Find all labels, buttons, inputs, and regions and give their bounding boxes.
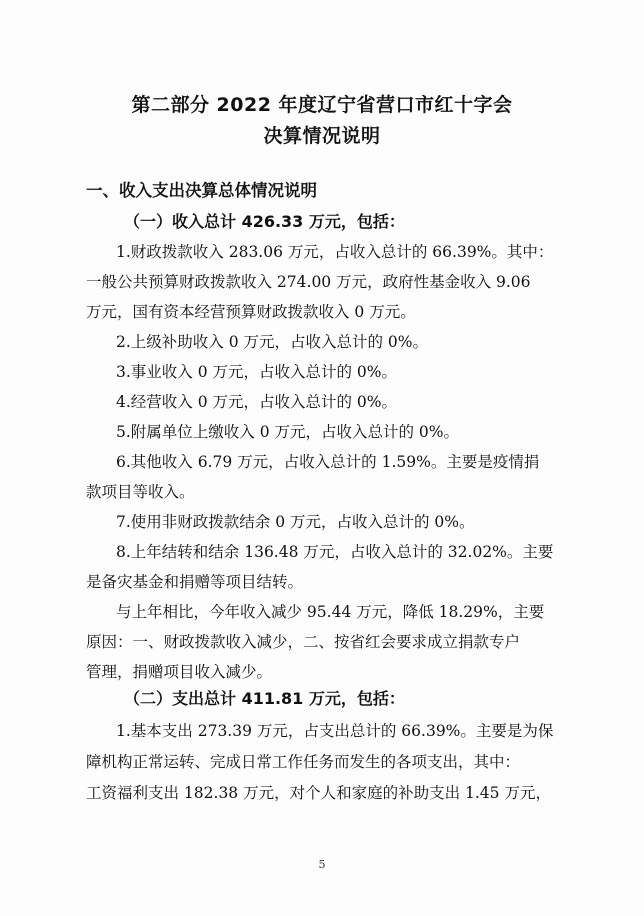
income-item-8-line-1: 8.上年结转和结余 136.48 万元，占收入总计的 32.02%。主要 — [116, 543, 554, 561]
expense-item-1-line-2: 障机构正常运转、完成日常工作任务而发生的各项支出，其中： — [86, 753, 521, 771]
income-item-5: 5.附属单位上缴收入 0 万元，占收入总计的 0%。 — [116, 423, 460, 441]
page-number: 5 — [318, 858, 326, 871]
expense-heading: （二）支出总计 411.81 万元，包括： — [124, 689, 405, 708]
income-item-1-line-3: 万元，国有资本经营预算财政拨款收入 0 万元。 — [86, 303, 416, 321]
income-item-3: 3.事业收入 0 万元，占收入总计的 0%。 — [116, 363, 398, 381]
income-item-8-line-2: 是备灾基金和捐赠等项目结转。 — [86, 573, 304, 591]
income-comparison-line-1: 与上年相比，今年收入减少 95.44 万元，降低 18.29%，主要 — [116, 603, 545, 621]
page-title-line1: 第二部分 2022 年度辽宁省营口市红十字会 — [131, 94, 513, 116]
section-heading: 一、收入支出决算总体情况说明 — [86, 181, 317, 200]
expense-item-1-line-1: 1.基本支出 273.39 万元，占支出总计的 66.39%。主要是为保 — [116, 722, 554, 740]
income-comparison-line-3: 管理，捐赠项目收入减少。 — [86, 663, 273, 681]
income-comparison-line-2: 原因：一、财政拨款收入减少，二、按省红会要求成立捐款专户 — [86, 633, 521, 651]
expense-item-1-line-3: 工资福利支出 182.38 万元，对个人和家庭的补助支出 1.45 万元， — [86, 784, 551, 802]
income-item-6-line-1: 6.其他收入 6.79 万元，占收入总计的 1.59%。主要是疫情捐 — [116, 453, 540, 471]
income-heading: （一）收入总计 426.33 万元，包括： — [124, 212, 405, 231]
income-item-1-line-1: 1.财政拨款收入 283.06 万元，占收入总计的 66.39%。其中： — [116, 243, 554, 261]
income-item-7: 7.使用非财政拨款结余 0 万元，占收入总计的 0%。 — [116, 513, 475, 531]
income-item-1-line-2: 一般公共预算财政拨款收入 274.00 万元，政府性基金收入 9.06 — [86, 273, 531, 291]
income-item-2: 2.上级补助收入 0 万元，占收入总计的 0%。 — [116, 333, 429, 351]
income-item-6-line-2: 款项目等收入。 — [86, 483, 195, 501]
income-item-4: 4.经营收入 0 万元，占收入总计的 0%。 — [116, 393, 398, 411]
page-title-line2: 决算情况说明 — [263, 125, 381, 147]
